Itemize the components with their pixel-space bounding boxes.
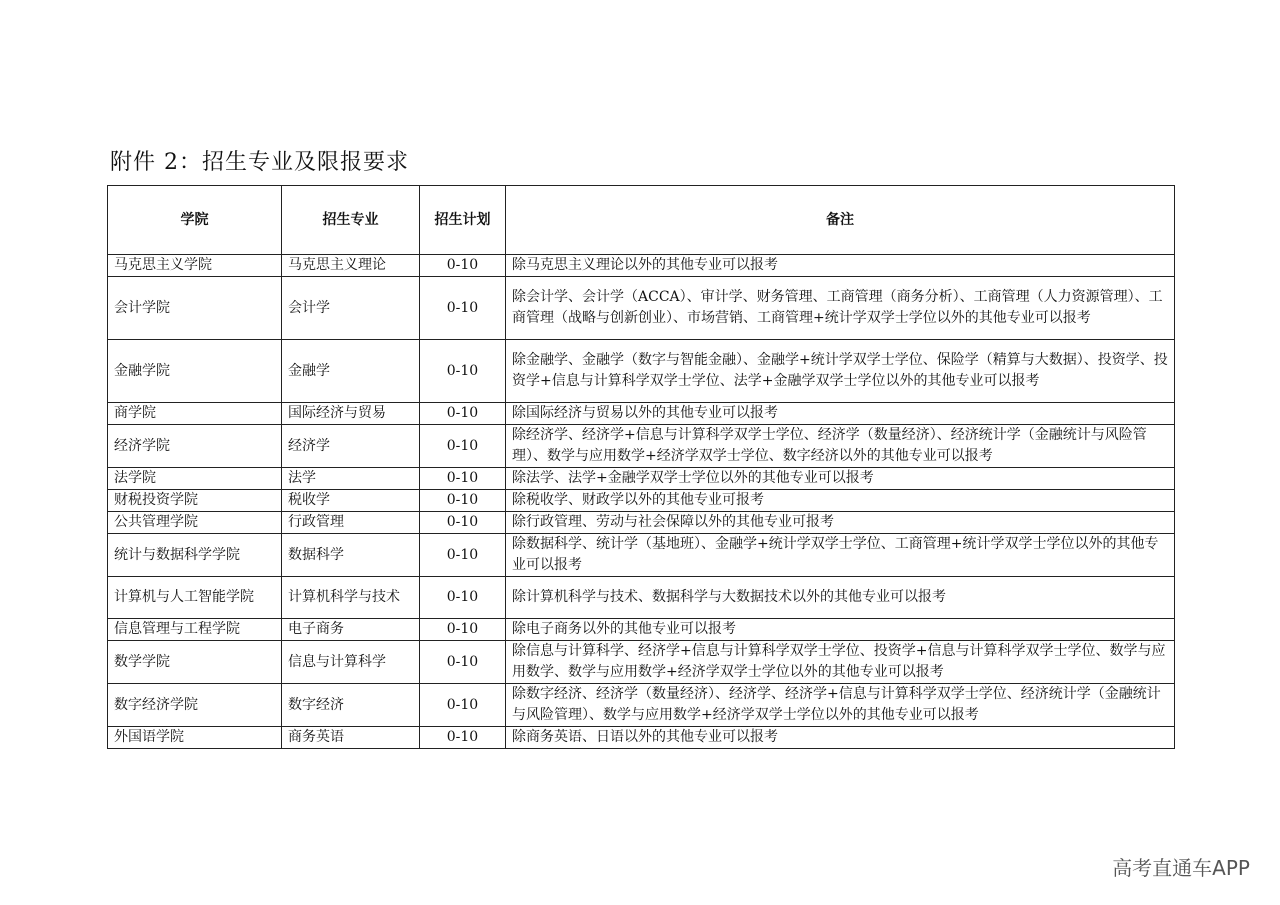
watermark-text: 高考直通车APP (1112, 856, 1250, 880)
cell-major: 会计学 (282, 277, 420, 340)
table-row (108, 490, 1175, 512)
cell-major: 行政管理 (282, 512, 420, 534)
cell-major: 金融学 (282, 340, 420, 403)
cell-major: 商务英语 (282, 727, 420, 749)
cell-college: 统计与数据科学学院 (108, 534, 282, 577)
table-row (108, 577, 1175, 619)
cell-plan: 0-10 (420, 577, 506, 619)
cell-college: 法学院 (108, 468, 282, 490)
cell-plan: 0-10 (420, 512, 506, 534)
cell-major: 法学 (282, 468, 420, 490)
cell-note: 除电子商务以外的其他专业可以报考 (506, 619, 1175, 641)
cell-note: 除税收学、财政学以外的其他专业可报考 (506, 490, 1175, 512)
cell-major: 信息与计算科学 (282, 641, 420, 684)
cell-note: 除数据科学、统计学（基地班）、金融学+统计学双学士学位、工商管理+统计学双学士学位以外的其他专业可以报考 (506, 534, 1175, 577)
cell-note: 除数字经济、经济学（数量经济）、经济学、经济学+信息与计算科学双学士学位、经济统计学（金融统计与风险管理）、数学与应用数学+经济学双学士学位以外的其他专业可以报考 (506, 684, 1175, 727)
cell-plan: 0-10 (420, 641, 506, 684)
cell-note: 除法学、法学+金融学双学士学位以外的其他专业可以报考 (506, 468, 1175, 490)
cell-note: 除会计学、会计学（ACCA）、审计学、财务管理、工商管理（商务分析）、工商管理（人力资源管理）、工商管理（战略与创新创业）、市场营销、工商管理+统计学双学士学位以外的其他专业可以报考 (506, 277, 1175, 340)
table-header-row (108, 186, 1175, 255)
table-row (108, 534, 1175, 577)
cell-major: 国际经济与贸易 (282, 403, 420, 425)
table-row (108, 277, 1175, 340)
cell-plan: 0-10 (420, 340, 506, 403)
cell-major: 数据科学 (282, 534, 420, 577)
cell-note: 除计算机科学与技术、数据科学与大数据技术以外的其他专业可以报考 (506, 577, 1175, 619)
table-row (108, 641, 1175, 684)
cell-note: 除金融学、金融学（数字与智能金融）、金融学+统计学双学士学位、保险学（精算与大数据）、投资学、投资学+信息与计算科学双学士学位、法学+金融学双学士学位以外的其他专业可以报考 (506, 340, 1175, 403)
cell-note: 除行政管理、劳动与社会保障以外的其他专业可报考 (506, 512, 1175, 534)
cell-college: 金融学院 (108, 340, 282, 403)
cell-college: 外国语学院 (108, 727, 282, 749)
header-major: 招生专业 (282, 186, 420, 255)
cell-college: 计算机与人工智能学院 (108, 577, 282, 619)
table-row (108, 468, 1175, 490)
cell-college: 商学院 (108, 403, 282, 425)
cell-note: 除信息与计算科学、经济学+信息与计算科学双学士学位、投资学+信息与计算科学双学士学位、数学与应用数学、数学与应用数学+经济学双学士学位以外的其他专业可以报考 (506, 641, 1175, 684)
cell-major: 数字经济 (282, 684, 420, 727)
cell-plan: 0-10 (420, 255, 506, 277)
cell-college: 会计学院 (108, 277, 282, 340)
cell-major: 电子商务 (282, 619, 420, 641)
table-row (108, 619, 1175, 641)
table-row (108, 403, 1175, 425)
cell-note: 除商务英语、日语以外的其他专业可以报考 (506, 727, 1175, 749)
cell-note: 除经济学、经济学+信息与计算科学双学士学位、经济学（数量经济）、经济统计学（金融统计与风险管理）、数学与应用数学+经济学双学士学位、数字经济以外的其他专业可以报考 (506, 425, 1175, 468)
cell-college: 数字经济学院 (108, 684, 282, 727)
cell-plan: 0-10 (420, 534, 506, 577)
enrollment-requirements-table (107, 185, 1175, 749)
cell-major: 马克思主义理论 (282, 255, 420, 277)
table-row (108, 340, 1175, 403)
cell-major: 经济学 (282, 425, 420, 468)
header-plan: 招生计划 (420, 186, 506, 255)
cell-plan: 0-10 (420, 619, 506, 641)
cell-college: 财税投资学院 (108, 490, 282, 512)
cell-plan: 0-10 (420, 490, 506, 512)
cell-college: 数学学院 (108, 641, 282, 684)
cell-note: 除国际经济与贸易以外的其他专业可以报考 (506, 403, 1175, 425)
header-note: 备注 (506, 186, 1175, 255)
cell-note: 除马克思主义理论以外的其他专业可以报考 (506, 255, 1175, 277)
cell-plan: 0-10 (420, 425, 506, 468)
table-row (108, 255, 1175, 277)
cell-college: 经济学院 (108, 425, 282, 468)
table-row (108, 684, 1175, 727)
cell-plan: 0-10 (420, 684, 506, 727)
cell-major: 税收学 (282, 490, 420, 512)
cell-major: 计算机科学与技术 (282, 577, 420, 619)
table-row (108, 727, 1175, 749)
cell-plan: 0-10 (420, 727, 506, 749)
table-row (108, 425, 1175, 468)
cell-college: 马克思主义学院 (108, 255, 282, 277)
header-college: 学院 (108, 186, 282, 255)
page-title: 附件 2：招生专业及限报要求 (110, 150, 409, 175)
table-row (108, 512, 1175, 534)
cell-plan: 0-10 (420, 403, 506, 425)
cell-plan: 0-10 (420, 468, 506, 490)
cell-college: 信息管理与工程学院 (108, 619, 282, 641)
cell-college: 公共管理学院 (108, 512, 282, 534)
cell-plan: 0-10 (420, 277, 506, 340)
